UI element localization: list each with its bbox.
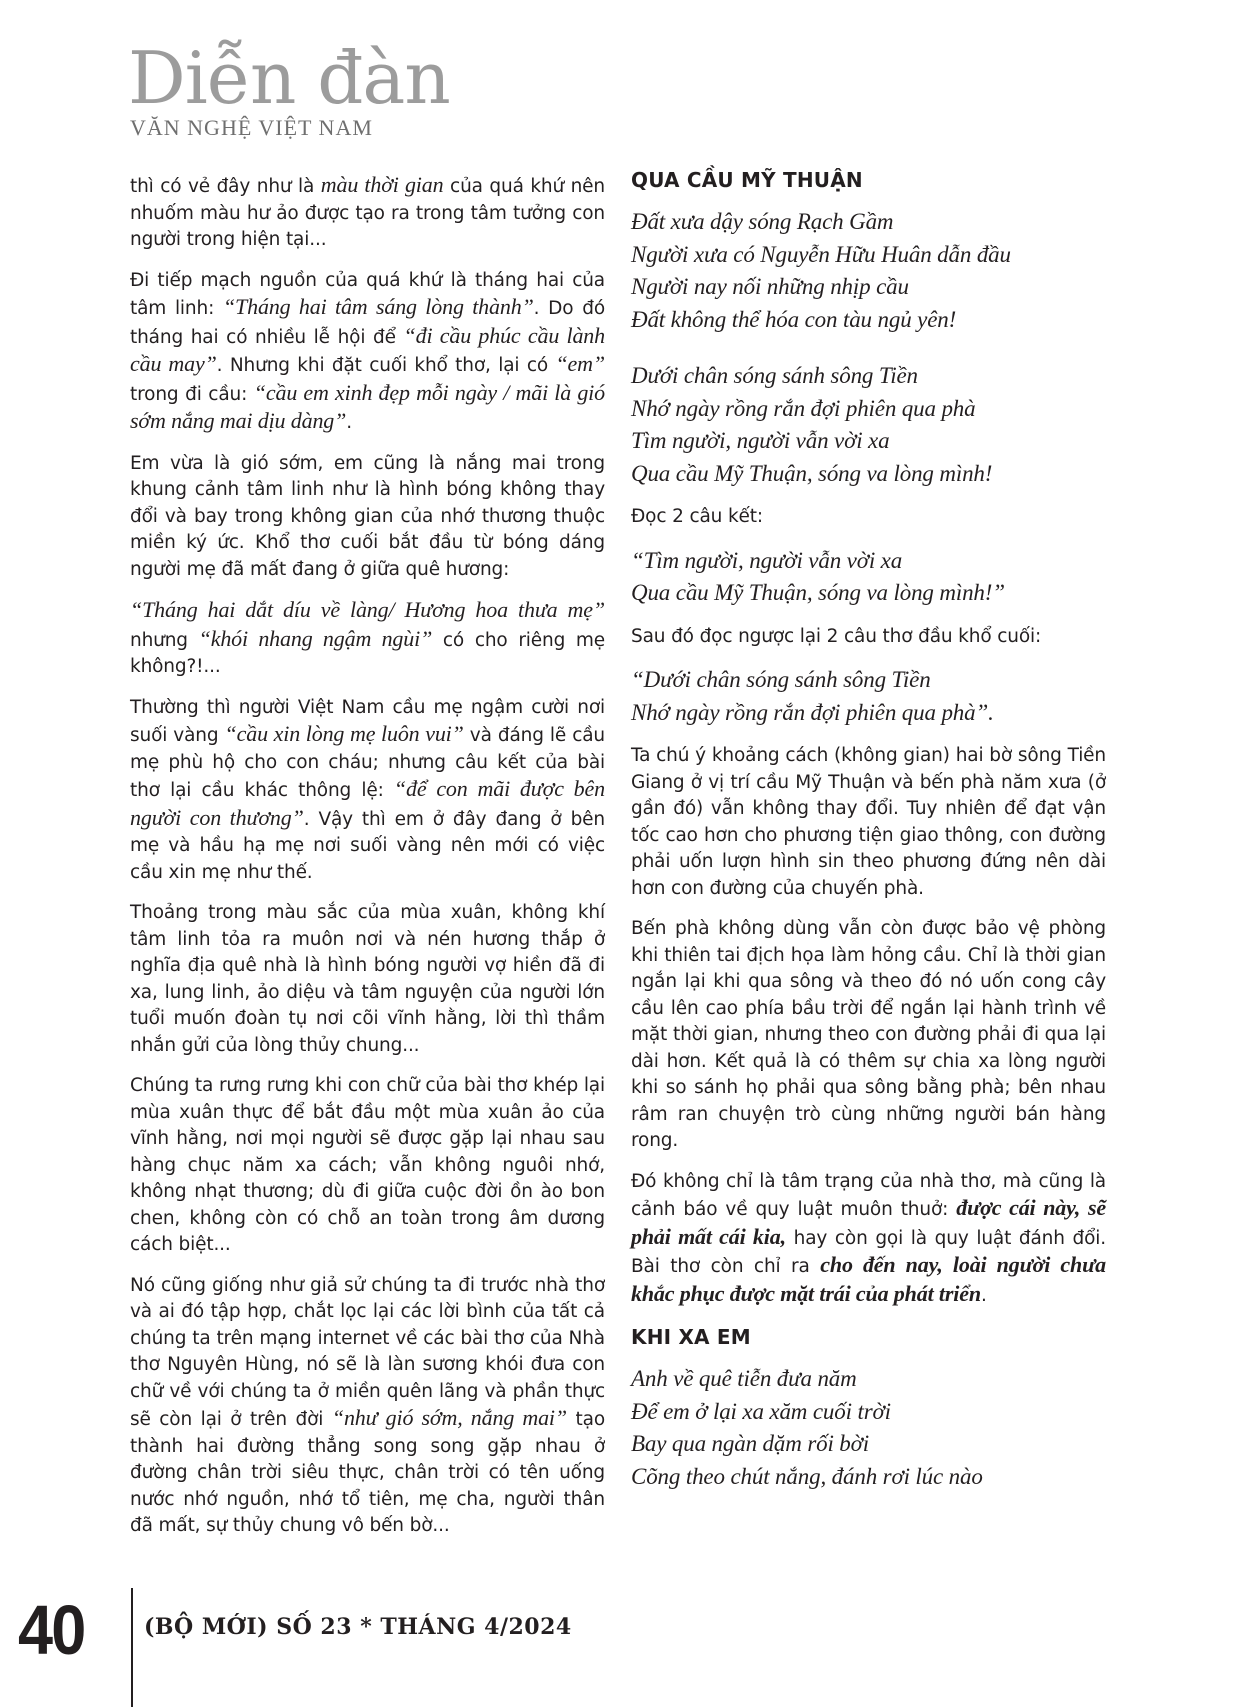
text-run: . Nhưng khi đặt cuối khổ thơ, lại có: [216, 355, 556, 376]
verse-line: Người nay nối những nhịp cầu: [631, 274, 909, 299]
left-column: [130, 172, 605, 1554]
paragraph: [130, 695, 605, 887]
verse-line: Tìm người, người vẫn vời xa: [631, 428, 890, 453]
poem-stanza: [631, 1363, 1106, 1493]
verse-line: Cõng theo chút nắng, đánh rơi lúc nào: [631, 1463, 983, 1489]
verse-line: Qua cầu Mỹ Thuận, sóng va lòng mình!”: [631, 580, 1005, 605]
verse-line: Bay qua ngàn dặm rối bời: [631, 1431, 870, 1456]
italic-quote: được cái này, sẽ phải mất cái kia,: [631, 1195, 1106, 1249]
footer-divider: [131, 1588, 133, 1707]
paragraph: [130, 900, 605, 1059]
text-run: Đó không chỉ là tâm trạng của nhà thơ, mà cũng là cảnh báo về quy luật muôn thuở:: [631, 1170, 1106, 1220]
paragraph: [631, 916, 1106, 1155]
text-run: Đi tiếp mạch nguồn của quá khứ là tháng hai của tâm linh:: [130, 269, 605, 319]
text-run: Nó cũng giống như giả sử chúng ta đi trước nhà thơ và ai đó tập hợp, chắt lọc lại các lời bình của tất cả chúng ta trên mạng internet về các bài thơ của Nhà thơ Nguyên Hùng, nó sẽ là làn sương khói đưa con chữ về với chúng ta ở miền quên lãng và phần thực sẽ còn lại ở trên đời: [130, 1274, 605, 1430]
italic-quote: màu thời gian: [320, 172, 444, 197]
text-run: trong đi cầu:: [130, 383, 254, 405]
text-run: .: [980, 1284, 987, 1306]
text-run: thì có vẻ đây như là: [130, 176, 321, 197]
verse-line: “Dưới chân sóng sánh sông Tiền: [631, 667, 931, 692]
magazine-subtitle: VĂN NGHỆ VIỆT NAM: [130, 115, 373, 140]
magazine-title: Diễn đàn: [128, 36, 450, 120]
text-run: của quá khứ nên nhuốm màu hư ảo được tạo ra trong tâm tưởng con người trong hiện tại...: [130, 176, 605, 250]
verse-line: Nhớ ngày rồng rắn đợi phiên qua phà: [631, 395, 976, 421]
verse-line: Dưới chân sóng sánh sông Tiền: [631, 363, 918, 388]
italic-quote: “khói nhang ngậm ngùi”: [198, 625, 433, 651]
italic-quote: “đi cầu phúc cầu lành cầu may”: [130, 322, 605, 376]
text-run: .: [346, 412, 352, 433]
paragraph: [130, 451, 605, 584]
poem-stanza: [631, 206, 1106, 336]
verse-line: “Tìm người, người vẫn vời xa: [631, 547, 903, 573]
section-heading: KHI XA EM: [631, 1325, 751, 1349]
text-run: Thường thì người Việt Nam cầu mẹ ngậm cười nơi suối vàng: [130, 696, 605, 746]
italic-quote: cho đến nay, loài người chưa khắc phục được mặt trái của phát triển: [631, 1252, 1106, 1306]
text-run: hay còn gọi là quy luật đánh đổi. Bài thơ còn chỉ ra: [631, 1227, 1106, 1277]
text-run: tạo thành hai đường thẳng song song gặp nhau ở đường chân trời siêu thực, chân trời có tên uống nước nhớ nguồn, nhớ tổ tiên, mẹ cha, người thân đã mất, sự thủy chung vô bến bờ...: [130, 1409, 605, 1536]
page-number: 40: [18, 1591, 85, 1669]
right-column: [631, 166, 1106, 1507]
paragraph: Sau đó đọc ngược lại 2 câu thơ đầu khổ cuối:: [631, 625, 1042, 647]
italic-quote: “cầu xin lòng mẹ luôn vui”: [224, 721, 464, 746]
section-heading: QUA CẦU MỸ THUẬN: [631, 168, 863, 192]
paragraph: [130, 1273, 605, 1540]
italic-quote: “để con mãi được bên người con thương”: [130, 776, 605, 830]
paragraph: Đọc 2 câu kết:: [631, 506, 763, 527]
text-run: Bến phà không dùng vẫn còn được bảo vệ phòng khi thiên tai địch họa làm hỏng cầu. Chỉ là thời gian ngắn lại khi qua sông và theo đó nó uốn cong cây cầu lên cao phía bầu trời để ngắn lại hành trình về mặt thời gian, nhưng theo con đường phải đi qua lại dài hơn. Kết quả là có thêm sự chia xa lòng người khi so sánh họ phải qua sông bằng phà; bên nhau râm ran chuyện trò cùng những người bán hàng rong.: [631, 918, 1106, 1151]
issue-label: (BỘ MỚI) SỐ 23 * THÁNG 4/2024: [144, 1614, 572, 1640]
poem-stanza: [631, 360, 1106, 490]
verse-line: Đất không thể hóa con tàu ngủ yên!: [631, 306, 957, 332]
italic-quote: “như gió sớm, nắng mai”: [331, 1405, 567, 1430]
verse-line: Qua cầu Mỹ Thuận, sóng va lòng mình!: [631, 460, 993, 486]
italic-quote: “cầu em xinh đẹp mỗi ngày / mãi là gió sớm nắng mai dịu dàng”: [130, 379, 605, 433]
text-run: có cho riêng mẹ không?!...: [130, 629, 605, 677]
text-run: Thoảng trong màu sắc của mùa xuân, không khí tâm linh tỏa ra muôn nơi và nén hương thắp ở nghĩa địa quê nhà là hình bóng người vợ hiền đã đi xa, lung linh, ảo diệu và tâm nguyện của người lớn tuổi muốn đoàn tụ nơi cõi vĩnh hằng, lời thì thầm nhắn gửi của lòng thủy chung...: [130, 902, 605, 1056]
verse-line: Người xưa có Nguyễn Hữu Huân dẫn đầu: [631, 241, 1011, 267]
text-run: và đáng lẽ cầu mẹ phù hộ cho con cháu; nhưng câu kết của bài thơ lại cầu khác thông lệ:: [130, 725, 605, 801]
paragraph: [130, 268, 605, 437]
text-run: Chúng ta rưng rưng khi con chữ của bài thơ khép lại mùa xuân thực để bắt đầu một mùa xuân ảo của vĩnh hằng, nơi mọi người sẽ được gặp lại nhau sau hàng chục năm xa cách; vẫn không nguôi nhớ, không nhạt thương; dù đi giữa cuộc đời ồn ào bon chen, không còn có chỗ an toàn trong âm dương cách biệt...: [130, 1075, 605, 1255]
paragraph: [130, 172, 605, 254]
masthead: [128, 36, 450, 140]
paragraph: [130, 597, 605, 681]
italic-quote: “Tháng hai tâm sáng lòng thành”: [222, 294, 534, 319]
paragraph: [631, 1169, 1106, 1310]
paragraph: [631, 743, 1106, 902]
verse-line: Anh về quê tiễn đưa năm: [631, 1366, 857, 1391]
text-run: Ta chú ý khoảng cách (không gian) hai bờ sông Tiền Giang ở vị trí cầu Mỹ Thuận và bến phà năm xưa (ở gần đó) vẫn không thay đổi. Tuy nhiên để đạt vận tốc cao hơn cho phương tiện giao thông, con đường phải uốn lượn hình sin theo phương đứng nên dài hơn con đường của chuyến phà.: [631, 745, 1106, 899]
text-run: nhưng: [130, 629, 199, 651]
paragraph: [130, 1073, 605, 1259]
verse-line: Để em ở lại xa xăm cuối trời: [631, 1398, 891, 1424]
verse-line: Đất xưa dậy sóng Rạch Gầm: [631, 209, 894, 234]
italic-quote: “Tháng hai dắt díu về làng/ Hương hoa thưa mẹ”: [130, 597, 605, 622]
poem-quote: [631, 545, 1106, 610]
italic-quote: “em”: [555, 351, 605, 376]
text-run: . Vậy thì em ở đây đang ở bên mẹ và hầu hạ mẹ nơi suối vàng nên mới có việc cầu xin mẹ như thế.: [130, 808, 605, 883]
verse-line: Nhớ ngày rồng rắn đợi phiên qua phà”.: [631, 699, 994, 725]
poem-quote: [631, 664, 1106, 729]
text-run: . Do đó tháng hai có nhiều lễ hội để: [130, 298, 605, 348]
text-run: Em vừa là gió sớm, em cũng là nắng mai trong khung cảnh tâm linh như là hình bóng không thay đổi và bay trong không gian của nhớ thương thuộc miền ký ức. Khổ thơ cuối bắt đầu từ bóng dáng người mẹ đã mất đang ở giữa quê hương:: [130, 452, 605, 580]
